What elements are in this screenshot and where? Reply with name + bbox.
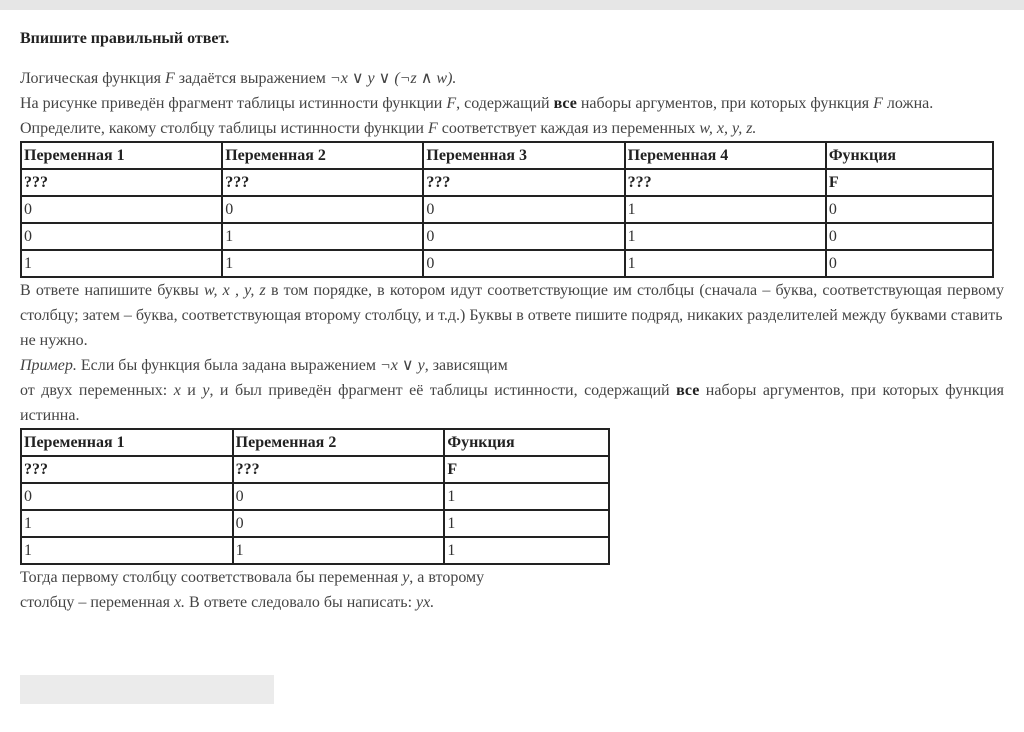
table-row	[21, 223, 993, 250]
example-conclusion-1: Тогда первому столбцу соответствовала бы переменная y, а второму	[20, 569, 485, 586]
table-cell: ???	[423, 169, 624, 196]
truth-table-example	[20, 428, 610, 565]
table-cell: 0	[423, 250, 624, 277]
table-header: Функция	[826, 142, 993, 169]
table-cell: 1	[444, 483, 609, 510]
table-cell: 1	[21, 250, 222, 277]
table-cell: 1	[625, 196, 826, 223]
top-bar	[0, 0, 1024, 10]
table-cell: 1	[444, 510, 609, 537]
table-row	[21, 196, 993, 223]
table-header: Переменная 1	[21, 429, 233, 456]
table-cell: 0	[423, 196, 624, 223]
table-cell: 1	[222, 223, 423, 250]
table-header: Переменная 2	[222, 142, 423, 169]
table-cell: 1	[21, 537, 233, 564]
task-paragraph-2: На рисунке приведён фрагмент таблицы истинности функции F, содержащий все наборы аргументов, при которых функция F ложна.	[20, 95, 934, 112]
table-cell: 0	[826, 250, 993, 277]
table-cell: 0	[233, 510, 445, 537]
answer-input[interactable]	[20, 675, 274, 704]
table-header: Функция	[444, 429, 609, 456]
example-paragraph-2: от двух переменных: x и y, и был приведён фрагмент её таблицы истинности, содержащий все наборы аргументов, при которых функция истинна.	[20, 382, 1005, 424]
table-cell: ???	[222, 169, 423, 196]
expression: ¬x ∨ y ∨ (¬z ∧ w).	[329, 70, 457, 87]
table-header: Переменная 4	[625, 142, 826, 169]
table-cell: 0	[21, 223, 222, 250]
table-cell: 0	[826, 196, 993, 223]
table-cell: 0	[423, 223, 624, 250]
table-cell: 0	[233, 483, 445, 510]
table-cell: ???	[21, 169, 222, 196]
table-header: Переменная 2	[233, 429, 445, 456]
table-cell: 1	[233, 537, 445, 564]
table-cell: 0	[222, 196, 423, 223]
table-row	[21, 250, 993, 277]
table-cell: 0	[826, 223, 993, 250]
example-paragraph-1: Пример. Если бы функция была задана выражением ¬x ∨ y, зависящим	[20, 357, 508, 374]
table-cell: ???	[233, 456, 445, 483]
table-row	[21, 510, 609, 537]
table-cell: ???	[625, 169, 826, 196]
task-paragraph-1: Логическая функция F задаётся выражением ¬x ∨ y ∨ (¬z ∧ w).	[20, 70, 457, 87]
table-cell: 1	[222, 250, 423, 277]
example-conclusion-2: столбцу – переменная x. В ответе следовало бы написать: yx.	[20, 594, 435, 611]
truth-table-main	[20, 141, 994, 278]
table-cell: 0	[21, 483, 233, 510]
table-header: Переменная 3	[423, 142, 624, 169]
table-cell: 1	[625, 250, 826, 277]
task-instruction: Впишите правильный ответ.	[20, 30, 230, 47]
table-cell: ???	[21, 456, 233, 483]
table-row	[21, 483, 609, 510]
table-cell: 1	[21, 510, 233, 537]
task-content	[20, 26, 1004, 615]
table-cell: 1	[444, 537, 609, 564]
table-header: Переменная 1	[21, 142, 222, 169]
table-row	[21, 537, 609, 564]
example-label: Пример.	[20, 357, 77, 374]
answer-instructions-end: не нужно.	[20, 332, 88, 349]
table-cell: F	[444, 456, 609, 483]
table-cell: 0	[21, 196, 222, 223]
table-cell: 1	[625, 223, 826, 250]
answer-instructions: В ответе напишите буквы w, x , y, z в том порядке, в котором идут соответствующие им столбцы (сначала – буква, соответствующая первому столбцу; затем – буква, соответствующая второму столбцу, и т.д.) Буквы в ответе пишите подряд, никаких разделителей между буквами ставить	[20, 282, 1005, 324]
table-cell: F	[826, 169, 993, 196]
task-paragraph-3: Определите, какому столбцу таблицы истинности функции F соответствует каждая из переменных w, x, y, z.	[20, 120, 757, 137]
